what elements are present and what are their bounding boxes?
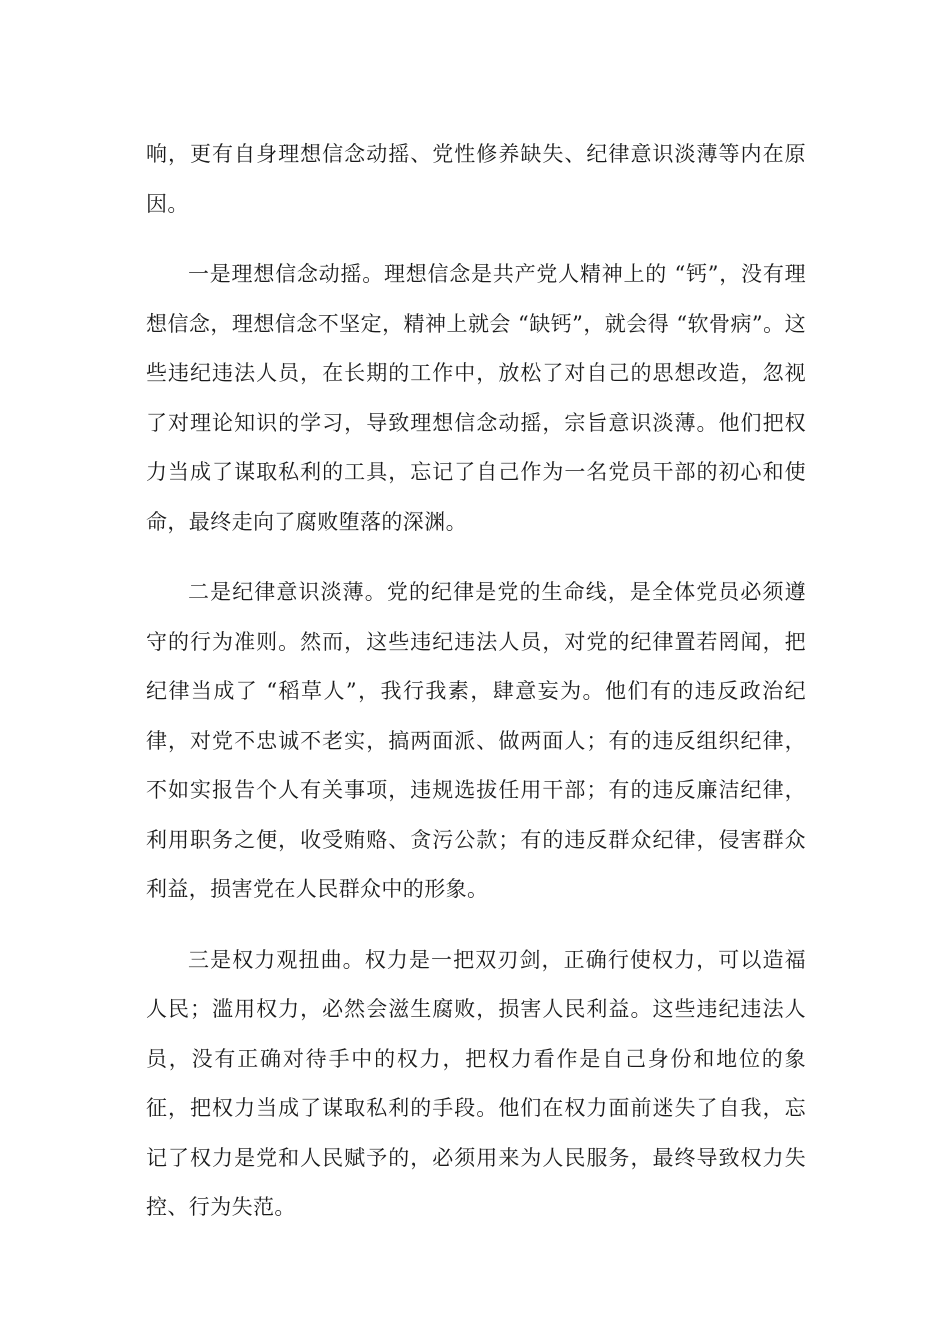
paragraph-ideals-beliefs: 一是理想信念动摇。理想信念是共产党人精神上的 “钙”，没有理想信念，理想信念不坚定，精神上就会 “缺钙”，就会得 “软骨病”。这些违纪违法人员，在长期的工作中，放松了对自己的思想改造，忽视了对理论知识的学习，导致理想信念动摇，宗旨意识淡薄。他们把权力当成了谋取私利的工具，忘记了自己作为一名党员干部的初心和使命，最终走向了腐败堕落的深渊。 xyxy=(146,262,806,534)
paragraph-power-view: 三是权力观扭曲。权力是一把双刃剑，正确行使权力，可以造福人民；滥用权力，必然会滋生腐败，损害人民利益。这些违纪违法人员，没有正确对待手中的权力，把权力看作是自己身份和地位的象征，把权力当成了谋取私利的手段。他们在权力面前迷失了自我，忘记了权力是党和人民赋予的，必须用来为人民服务，最终导致权力失控、行为失范。 xyxy=(146,947,806,1219)
document-body xyxy=(146,130,806,1233)
paragraph-continuation: 响，更有自身理想信念动摇、党性修养缺失、纪律意识淡薄等内在原因。 xyxy=(146,142,806,216)
paragraph-discipline-awareness: 二是纪律意识淡薄。党的纪律是党的生命线，是全体党员必须遵守的行为准则。然而，这些违纪违法人员，对党的纪律置若罔闻，把纪律当成了 “稻草人”，我行我素，肆意妄为。他们有的违反政治纪律，对党不忠诚不老实，搞两面派、做两面人；有的违反组织纪律，不如实报告个人有关事项，违规选拔任用干部；有的违反廉洁纪律，利用职务之便，收受贿赂、贪污公款；有的违反群众纪律，侵害群众利益，损害党在人民群众中的形象。 xyxy=(146,580,806,901)
